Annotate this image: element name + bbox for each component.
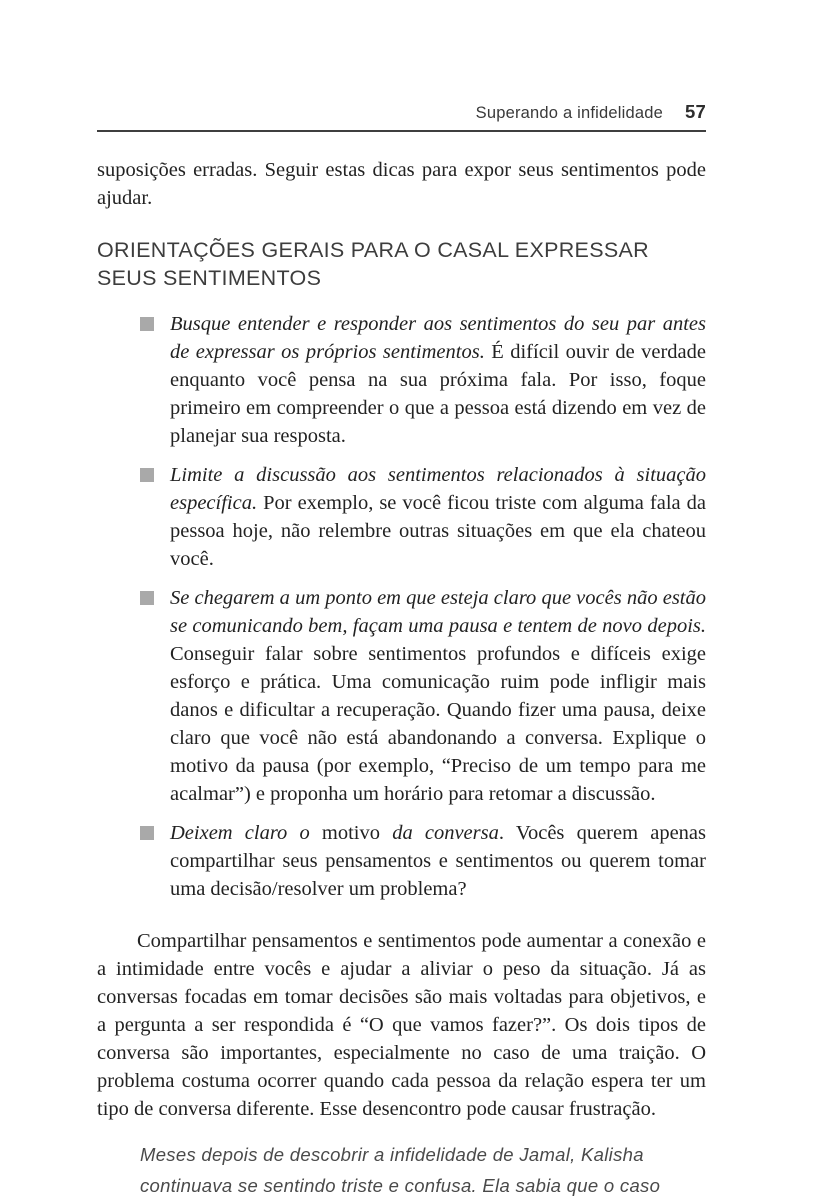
bullet-body: Vocês querem apenas compartilhar seus pensamentos e sentimentos ou querem tomar uma decisão/resolver um problema? bbox=[170, 821, 706, 900]
list-item bbox=[97, 584, 706, 808]
page-content bbox=[97, 0, 706, 1200]
list-item bbox=[97, 310, 706, 450]
section-heading: ORIENTAÇÕES GERAIS PARA O CASAL EXPRESSAR SEUS SENTIMENTOS bbox=[97, 238, 649, 290]
bullet-lead: Se chegarem a um ponto em que esteja claro que vocês não estão se comunicando bem, façam uma pausa e tentem de novo depois. bbox=[170, 586, 706, 637]
bullet-lead: Busque entender e responder aos sentimentos do seu par antes de expressar os próprios sentimentos. bbox=[170, 312, 706, 363]
bullet-lead-period: . bbox=[498, 821, 504, 844]
bullet-body: Conseguir falar sobre sentimentos profundos e difíceis exige esforço e prática. Uma comunicação ruim pode infligir mais danos e dificultar a recuperação. Quando fizer uma pausa, deixe claro que você não está abandonando a conversa. Explique o motivo da pausa (por exemplo, “Preciso de um tempo para me acalmar”) e proponha um horário para retomar a discussão. bbox=[170, 642, 706, 805]
bullet-lead: Deixem claro o bbox=[170, 821, 310, 844]
bullet-lead: da conversa bbox=[392, 821, 499, 844]
page-number: 57 bbox=[685, 101, 706, 122]
bullet-body: Por exemplo, se você ficou triste com alguma fala da pessoa hoje, não relembre outras situações em que ela chateou você. bbox=[170, 491, 707, 570]
running-header bbox=[97, 101, 706, 132]
running-title: Superando a infidelidade bbox=[475, 104, 664, 122]
bullet-square-icon bbox=[140, 591, 154, 605]
intro-paragraph: suposições erradas. Seguir estas dicas para expor seus sentimentos pode ajudar. bbox=[97, 159, 706, 209]
bullet-lead-roman: motivo bbox=[321, 821, 380, 844]
discussion-paragraph: Compartilhar pensamentos e sentimentos pode aumentar a conexão e a intimidade entre vocês e ajudar a aliviar o peso da situação. Já as conversas focadas em tomar decisões são mais voltadas para objetivos, e a pergunta a ser respondida é “O que vamos fazer?”. Os dois tipos de conversa são importantes, especialmente no caso de uma traição. O problema costuma ocorrer quando cada pessoa da relação espera ter um tipo de conversa diferente. Esse desencontro pode causar frustração. bbox=[97, 929, 706, 1120]
bullet-body: É difícil ouvir de verdade enquanto você pensa na sua próxima fala. Por isso, foque primeiro em compreender o que a pessoa está dizendo em vez de planejar sua resposta. bbox=[170, 340, 706, 447]
list-item bbox=[97, 819, 706, 903]
guidelines-list bbox=[97, 310, 706, 903]
bullet-square-icon bbox=[140, 468, 154, 482]
bullet-square-icon bbox=[140, 317, 154, 331]
bullet-square-icon bbox=[140, 826, 154, 840]
case-quote: Meses depois de descobrir a infidelidade de Jamal, Kalisha continuava se sentindo triste e confusa. Ela sabia que o caso bbox=[140, 1143, 661, 1196]
list-item bbox=[97, 461, 706, 573]
bullet-lead: Limite a discussão aos sentimentos relacionados à situação específica. bbox=[170, 463, 706, 514]
